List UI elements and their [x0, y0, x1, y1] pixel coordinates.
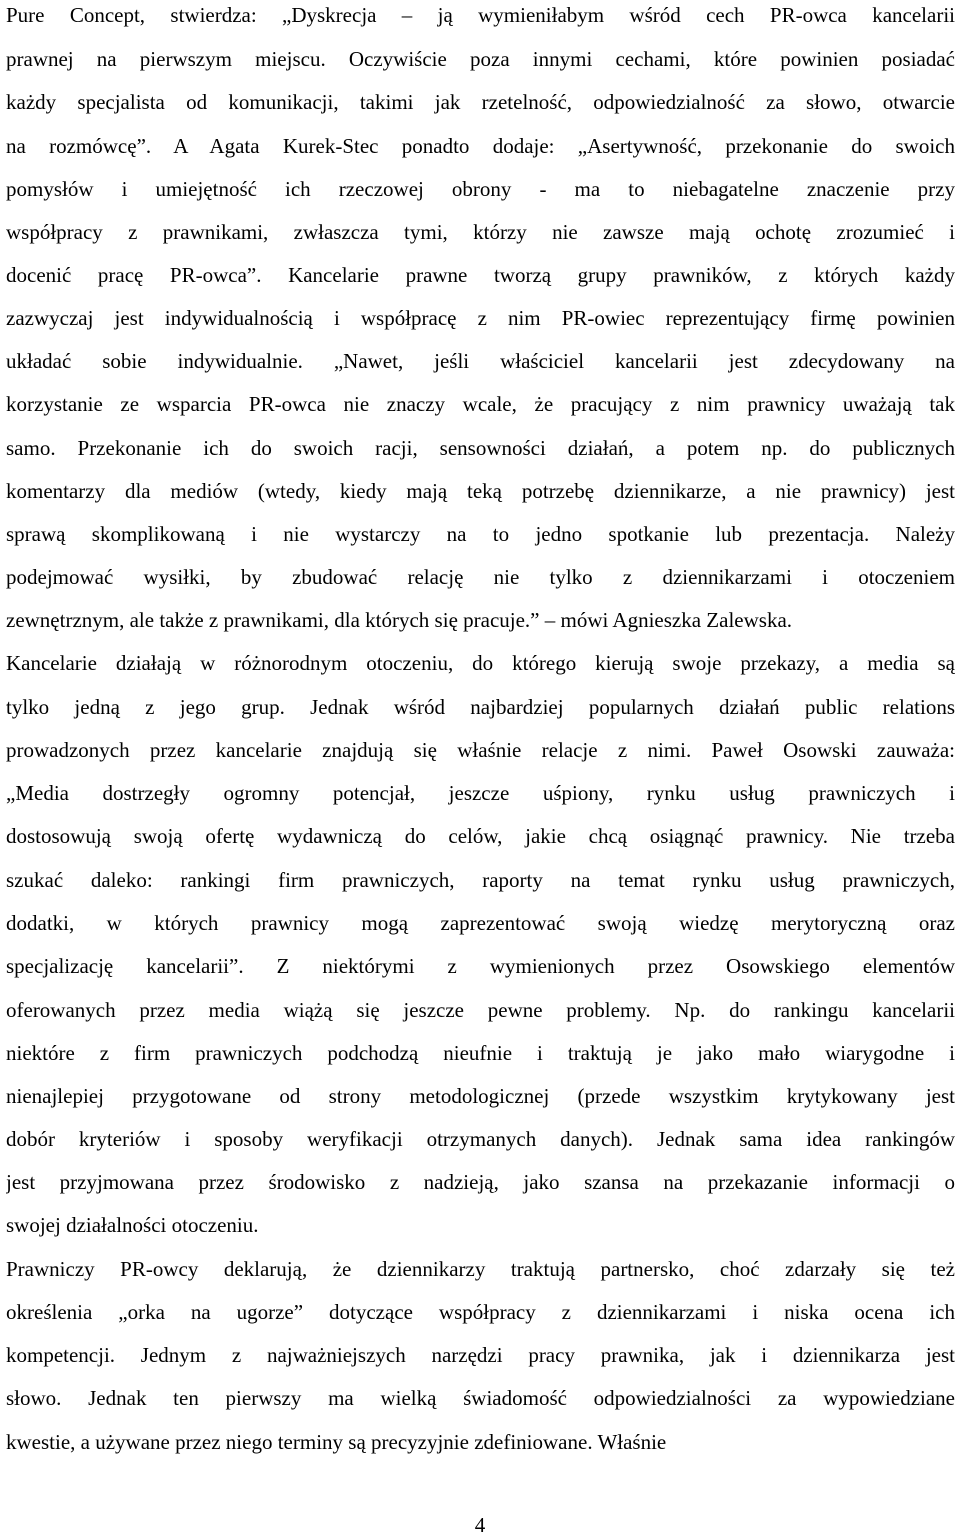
text-line: każdy specjalista od komunikacji, takimi jak rzetelność, odpowiedzialność za słowo, otwarcie	[6, 90, 955, 114]
text-line: określenia „orka na ugorze” dotyczące współpracy z dziennikarzami i niska ocena ich	[6, 1300, 955, 1324]
text-line: swojej działalności otoczeniu.	[6, 1213, 259, 1237]
text-line: pomysłów i umiejętność ich rzeczowej obrony - ma to niebagatelne znaczenie przy	[6, 177, 955, 201]
text-line: nienajlepiej przygotowane od strony metodologicznej (przede wszystkim krytykowany jest	[6, 1084, 955, 1108]
text-line: tylko jedną z jego grup. Jednak wśród najbardziej popularnych działań public relations	[6, 695, 955, 719]
text-line: układać sobie indywidualnie. „Nawet, jeśli właściciel kancelarii jest zdecydowany na	[6, 349, 955, 373]
text-line: dodatki, w których prawnicy mogą zaprezentować swoją wiedzę merytoryczną oraz	[6, 911, 955, 935]
text-line: dobór kryteriów i sposoby weryfikacji otrzymanych danych). Jednak sama idea rankingów	[6, 1127, 955, 1151]
text-line: prawnej na pierwszym miejscu. Oczywiście poza innymi cechami, które powinien posiadać	[6, 47, 955, 71]
text-line: sprawą skomplikowaną i nie wystarczy na to jedno spotkanie lub prezentacja. Należy	[6, 522, 955, 546]
text-line: prowadzonych przez kancelarie znajdują się właśnie relacje z nimi. Paweł Osowski zauważa:	[6, 738, 955, 762]
text-line: jest przyjmowana przez środowisko z nadzieją, jako szansa na przekazanie informacji o	[6, 1170, 955, 1194]
text-line: docenić pracę PR-owca”. Kancelarie prawne tworzą grupy prawników, z których każdy	[6, 263, 955, 287]
page-number: 4	[474, 1513, 486, 1537]
text-line: szukać daleko: rankingi firm prawniczych, raporty na temat rynku usług prawniczych,	[6, 868, 955, 892]
text-line: Kancelarie działają w różnorodnym otoczeniu, do którego kierują swoje przekazy, a media są	[6, 651, 955, 675]
text-line: podejmować wysiłki, by zbudować relację nie tylko z dziennikarzami i otoczeniem	[6, 565, 955, 589]
text-line: zazwyczaj jest indywidualnością i współpracę z nim PR-owiec reprezentujący firmę powinien	[6, 306, 955, 330]
text-line: Prawniczy PR-owcy deklarują, że dziennikarzy traktują partnersko, choć zdarzały się też	[6, 1257, 955, 1281]
text-line: słowo. Jednak ten pierwszy ma wielką świadomość odpowiedzialności za wypowiedziane	[6, 1386, 955, 1410]
text-line: Pure Concept, stwierdza: „Dyskrecja – ją wymieniłabym wśród cech PR-owca kancelarii	[6, 3, 955, 27]
text-line: niektóre z firm prawniczych podchodzą nieufnie i traktują je jako mało wiarygodne i	[6, 1041, 955, 1065]
text-line: kompetencji. Jednym z najważniejszych narzędzi pracy prawnika, jak i dziennikarza jest	[6, 1343, 955, 1367]
text-line: dostosowują swoją ofertę wydawniczą do celów, jakie chcą osiągnąć prawnicy. Nie trzeba	[6, 824, 955, 848]
text-line: oferowanych przez media wiążą się jeszcze pewne problemy. Np. do rankingu kancelarii	[6, 998, 955, 1022]
text-line: zewnętrznym, ale także z prawnikami, dla których się pracuje.” – mówi Agnieszka Zalewska.	[6, 608, 793, 632]
text-line: komentarzy dla mediów (wtedy, kiedy mają teką potrzebę dziennikarze, a nie prawnicy) jest	[6, 479, 955, 503]
text-line: współpracy z prawnikami, zwłaszcza tymi, którzy nie zawsze mają ochotę zrozumieć i	[6, 220, 955, 244]
text-line: samo. Przekonanie ich do swoich racji, sensowności działań, a potem np. do publicznych	[6, 436, 955, 460]
text-line: „Media dostrzegły ogromny potencjał, jeszcze uśpiony, rynku usług prawniczych i	[6, 781, 955, 805]
text-line: kwestie, a używane przez niego terminy są precyzyjnie zdefiniowane. Właśnie	[6, 1430, 667, 1454]
text-line: korzystanie ze wsparcia PR-owca nie znaczy wcale, że pracujący z nim prawnicy uważają tak	[6, 392, 955, 416]
text-line: specjalizację kancelarii”. Z niektórymi z wymienionych przez Osowskiego elementów	[6, 954, 955, 978]
text-line: na rozmówcę”. A Agata Kurek-Stec ponadto dodaje: „Asertywność, przekonanie do swoich	[6, 134, 955, 158]
